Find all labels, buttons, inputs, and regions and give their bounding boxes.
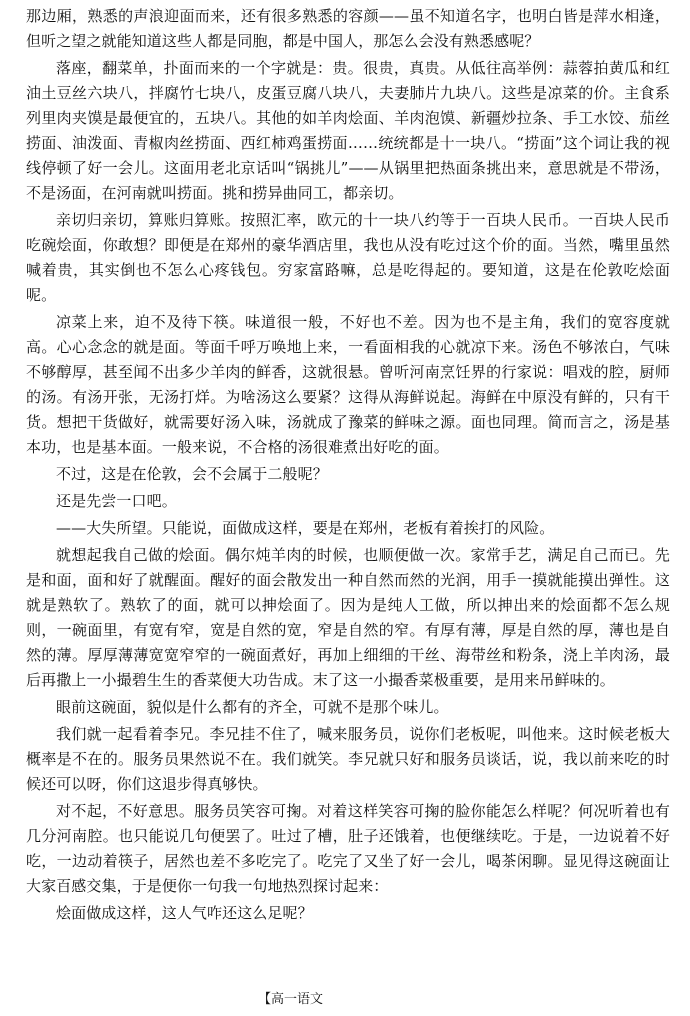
paragraph: 不过，这是在伦敦，会不会属于二般呢？ <box>56 465 328 483</box>
paragraph: 眼前这碗面，貌似是什么都有的齐全，可就不是那个味儿。 <box>56 698 449 716</box>
paragraph: 我们就一起看着李兄。李兄挂不住了，喊来服务员，说你们老板呢，叫他来。这时候老板大概率是不在的。服务员果然说不在。我们就笑。李兄就只好和服务员谈话，说，我以前来吃的时候还可以呀，你们这退步得真够快。 <box>26 725 670 793</box>
paragraph: 烩面做成这样，这人气咋还这么足呢？ <box>56 904 313 922</box>
article-body <box>26 4 670 928</box>
page-footer: 【高一语文 <box>258 992 324 1007</box>
paragraph: 对不起，不好意思。服务员笑容可掬。对着这样笑容可掬的脸你能怎么样呢？何况听着也有几分河南腔。也只能说几句便罢了。吐过了槽，肚子还饿着，也便继续吃。于是，一边说着不好吃，一边动着筷子，居然也差不多吃完了。吃完了又坐了好一会儿，喝茶闲聊。显见得这碗面让大家百感交集，于是便你一句我一句地热烈探讨起来： <box>26 802 670 895</box>
paragraph: ——大失所望。只能说，面做成这样，要是在郑州，老板有着挨打的风险。 <box>56 519 555 537</box>
paragraph: 凉菜上来，迫不及待下筷。味道很一般，不好也不差。因为也不是主角，我们的宽容度就高。心心念念的就是面。等面千呼万唤地上来，一看面相我的心就凉下来。汤色不够浓白，气味不够醇厚，甚至闻不出多少羊肉的鲜香，这就很悬。曾听河南烹饪界的行家说：唱戏的腔，厨师的汤。有汤开张，无汤打烊。为啥汤这么要紧？这得从海鲜说起。海鲜在中原没有鲜的，只有干货。想把干货做好，就需要好汤入味，汤就成了豫菜的鲜味之源。面也同理。简而言之，汤是基本功，也是基本面。一般来说，不合格的汤很难煮出好吃的面。 <box>26 313 670 456</box>
paragraph: 那边厢，熟悉的声浪迎面而来，还有很多熟悉的容颜——虽不知道名字，也明白皆是萍水相逢，但听之望之就能知道这些人都是同胞，都是中国人，那怎么会没有熟悉感呢？ <box>26 7 670 50</box>
paragraph: 还是先尝一口吧。 <box>56 492 177 510</box>
paragraph: 落座，翻菜单，扑面而来的一个字就是：贵。很贵，真贵。从低往高举例：蒜蓉拍黄瓜和红油土豆丝六块八，拌腐竹七块八，皮蛋豆腐八块八，夫妻肺片九块八。这些是凉菜的价。主食系列里肉夹馍是最便宜的，五块八。其他的如羊肉烩面、羊肉泡馍、新疆炒拉条、手工水饺、茄丝捞面、油泼面、青椒肉丝捞面、西红柿鸡蛋捞面……统统都是十一块八。“捞面”这个词让我的视线停顿了好一会儿。这面用老北京话叫“锅挑儿”——从锅里把热面条挑出来，意思就是不带汤，不是汤面，在河南就叫捞面。挑和捞异曲同工，都亲切。 <box>26 59 670 202</box>
paragraph: 亲切归亲切，算账归算账。按照汇率，欧元的十一块八约等于一百块人民币。一百块人民币吃碗烩面，你敢想？即便是在郑州的豪华酒店里，我也从没有吃过这个价的面。当然，嘴里虽然喊着贵，其实倒也不怎么心疼钱包。穷家富路嘛，总是吃得起的。要知道，这是在伦敦吃烩面呢。 <box>26 211 670 304</box>
paragraph: 就想起我自己做的烩面。偶尔炖羊肉的时候，也顺便做一次。家常手艺，满足自己而已。先是和面，面和好了就醒面。醒好的面会散发出一种自然而然的光润，用手一摸就能摸出弹性。这就是熟软了。熟软了的面，就可以抻烩面了。因为是纯人工做，所以抻出来的烩面都不怎么规则，一碗面里，有宽有窄，宽是自然的宽，窄是自然的窄。有厚有薄，厚是自然的厚，薄也是自然的薄。厚厚薄薄宽宽窄窄的一碗面煮好，再加上细细的干丝、海带丝和粉条，浇上羊肉汤，最后再撒上一小撮碧生生的香菜便大功告成。末了这一小撮香菜极重要，是用来吊鲜味的。 <box>26 546 670 689</box>
